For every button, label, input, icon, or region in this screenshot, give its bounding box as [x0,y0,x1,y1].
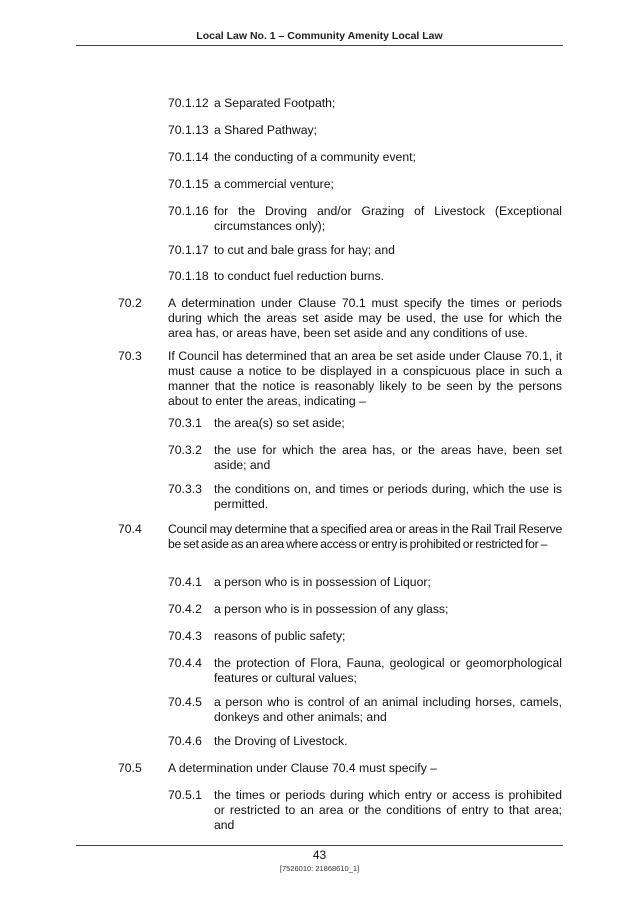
item-number: 70.1.18 [168,269,209,283]
item-number: 70.4.2 [168,602,202,616]
item-number: 70.1.17 [168,243,209,257]
item-number: 70.3.3 [168,482,202,496]
clause-number: 70.2 [118,296,142,310]
item-text: to conduct fuel reduction burns. [214,269,385,283]
footer-rule [76,845,563,846]
item-text: a Separated Footpath; [214,96,336,110]
page-number: 43 [312,848,327,862]
item-number: 70.1.14 [168,150,209,164]
item-number: 70.1.15 [168,177,209,191]
item-text: the conducting of a community event; [214,150,416,164]
clause-text: A determination under Clause 70.4 must specify – [168,761,437,775]
clause-text: If Council has determined that an area be set aside under Clause 70.1, it must cause a notice to be displayed in a conspicuous place in such a manner that the notice is reasonably likely to be seen by the persons about to enter the areas, indicating – [168,349,562,408]
item-number: 70.4.6 [168,734,202,748]
clause-number: 70.5 [118,761,142,775]
item-number: 70.1.16 [168,204,209,218]
item-number: 70.1.13 [168,123,209,137]
item-text: the times or periods during which entry or access is prohibited or restricted to an area or the conditions of entry to that area; and [214,788,562,832]
item-text: reasons of public safety; [214,629,346,643]
item-number: 70.1.12 [168,96,209,110]
document-reference: [7526010: 21868610_1] [279,864,360,873]
item-number: 70.3.2 [168,443,202,457]
item-text: the use for which the area has, or the areas have, been set aside; and [214,443,562,472]
item-text: for the Droving and/or Grazing of Livestock (Exceptional circumstances only); [214,204,562,233]
item-number: 70.4.4 [168,656,202,670]
clause-text: Council may determine that a specified area or areas in the Rail Trail Reserve be set aside as an area where access or entry is prohibited or restricted for – [168,522,562,551]
clause-number: 70.3 [118,349,142,363]
item-text: the protection of Flora, Fauna, geological or geomorphological features or cultural values; [214,656,562,685]
item-number: 70.4.3 [168,629,202,643]
item-text: to cut and bale grass for hay; and [214,243,395,257]
item-text: a commercial venture; [214,177,334,191]
item-text: a Shared Pathway; [214,123,317,137]
item-text: the area(s) so set aside; [214,416,345,430]
item-number: 70.4.5 [168,695,202,709]
item-text: the Droving of Livestock. [214,734,348,748]
running-header: Local Law No. 1 – Community Amenity Local Law [196,30,443,42]
item-text: a person who is in possession of any glass; [214,602,449,616]
header-rule [76,45,563,46]
clause-text: A determination under Clause 70.1 must specify the times or periods during which the areas set aside may be used, the use for which the area has, or areas have, been set aside and any conditions of use. [168,296,562,340]
item-text: the conditions on, and times or periods during, which the use is permitted. [214,482,562,511]
item-number: 70.3.1 [168,416,202,430]
item-number: 70.5.1 [168,788,202,802]
item-number: 70.4.1 [168,575,202,589]
item-text: a person who is control of an animal including horses, camels, donkeys and other animals; and [214,695,562,724]
clause-number: 70.4 [118,522,142,536]
item-text: a person who is in possession of Liquor; [214,575,431,589]
